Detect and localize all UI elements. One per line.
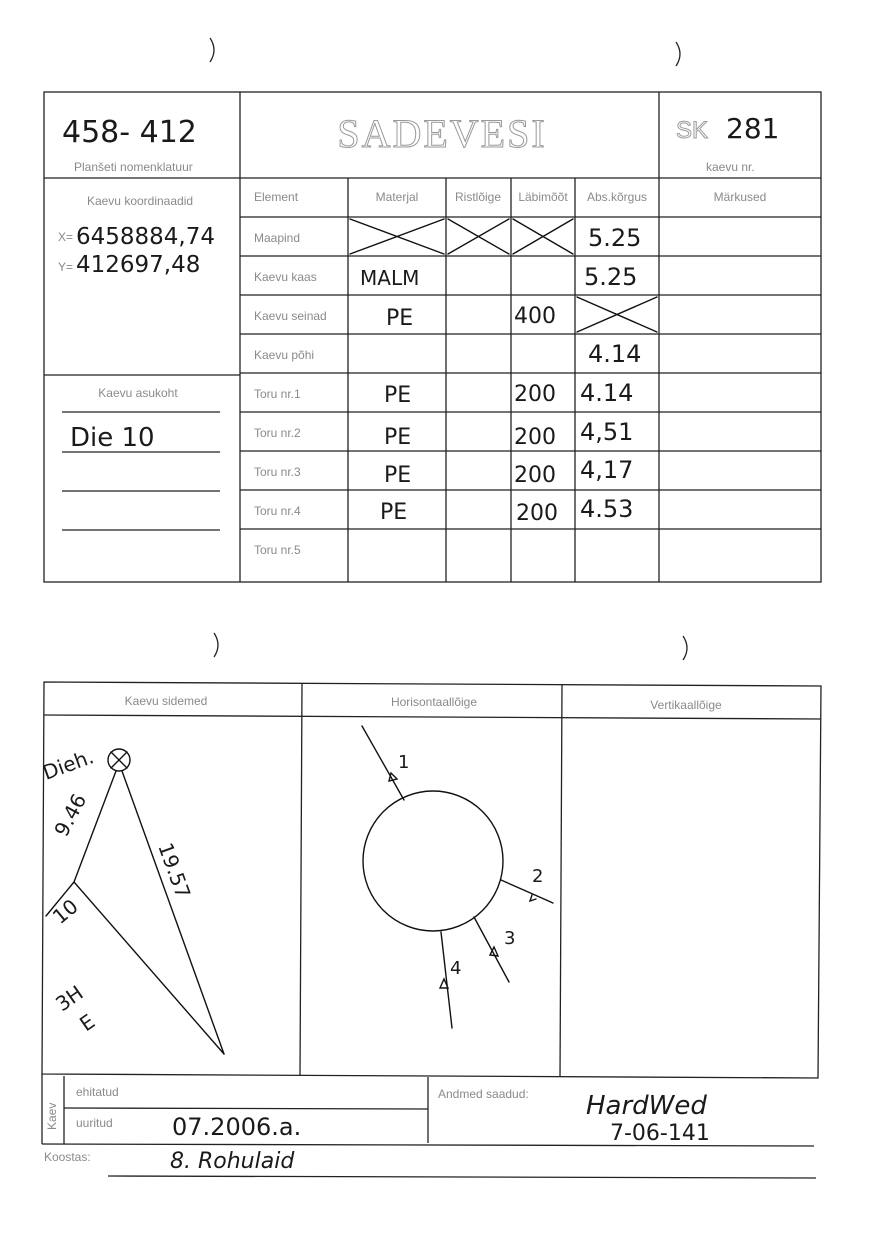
sketch-col2-title: Horisontaallõige [390, 695, 478, 709]
header-element: Element [254, 190, 299, 204]
row-material: PE [380, 500, 408, 525]
row-diameter: 200 [514, 463, 556, 488]
kaevu-prefix: SK [676, 117, 709, 144]
table-row [254, 456, 633, 488]
row-height: 4,51 [580, 418, 634, 446]
row-material: PE [386, 306, 414, 331]
plan-number: 458- 412 [62, 115, 197, 150]
plan-label: Planšeti nomenklatuur [74, 160, 193, 174]
sketch-col3-title: Vertikaallõige [650, 698, 722, 712]
row-element: Toru nr.4 [254, 504, 301, 518]
andmed-label: Andmed saadud: [438, 1087, 529, 1101]
coords-label: Kaevu koordinaadid [86, 194, 194, 208]
row-material: PE [384, 425, 412, 450]
pipe-1-label: 1 [398, 752, 410, 773]
table-row [254, 418, 633, 450]
header-diameter: Läbimõõt [518, 190, 568, 204]
sketch-col1-title: Kaevu sidemed [124, 694, 208, 708]
kaevu-label: kaevu nr. [706, 160, 755, 174]
row-height: 5.25 [588, 224, 642, 252]
pipe-4-label: 4 [450, 958, 462, 979]
horizontal-section [362, 726, 553, 1028]
form-title: SADEVESI [337, 111, 547, 156]
header-notes: Märkused [713, 190, 767, 204]
row-material: PE [384, 463, 412, 488]
row-element: Kaevu kaas [254, 270, 317, 284]
location-label: Kaevu asukoht [98, 386, 178, 400]
row-element: Kaevu seinad [254, 309, 327, 323]
tie-house-label: 3H [51, 980, 88, 1017]
y-value: 412697,48 [76, 252, 201, 278]
row-diameter: 400 [514, 304, 556, 329]
kaevu-number: 281 [726, 112, 780, 145]
ehitatud-label: ehitatud [76, 1085, 119, 1099]
row-height: 5.25 [584, 263, 638, 291]
footer-side-label: Kaev [45, 1102, 59, 1130]
row-element: Toru nr.3 [254, 465, 301, 479]
pipe-3-label: 3 [504, 928, 516, 949]
andmed-value: HardWed [586, 1091, 707, 1121]
row-diameter: 200 [516, 501, 558, 526]
y-label: Y= [58, 260, 74, 274]
table-row [254, 495, 633, 526]
table-row [254, 224, 641, 252]
pipe-2-label: 2 [532, 866, 544, 887]
row-diameter: 200 [514, 382, 556, 407]
x-label: X= [58, 230, 74, 244]
tie-corner-label: Dieh. [39, 744, 97, 785]
row-material: PE [384, 383, 412, 408]
header-height: Abs.kõrgus [586, 190, 648, 204]
location-line-1: Die 10 [70, 423, 155, 453]
row-element: Kaevu põhi [254, 348, 315, 362]
tie-d2-label: 19.57 [153, 839, 196, 902]
row-element: Toru nr.5 [254, 543, 301, 557]
tie-d1-label: 9.46 [49, 789, 92, 841]
row-height: 4.53 [580, 495, 634, 523]
tie-house-sub: E [75, 1009, 100, 1037]
row-element: Toru nr.1 [254, 387, 301, 401]
uuritud-value: 07.2006.a. [172, 1113, 302, 1141]
uuritud-label: uuritud [76, 1116, 113, 1130]
row-material: MALM [360, 266, 420, 290]
row-diameter: 200 [514, 425, 556, 450]
koostas-value: 8. Rohulaid [170, 1149, 295, 1174]
header-material: Materjal [375, 190, 419, 204]
table-header [254, 190, 766, 204]
table-row [254, 543, 301, 557]
row-element: Maapind [254, 231, 301, 245]
row-element: Toru nr.2 [254, 426, 301, 440]
tie-d3-label: 10 [47, 894, 83, 929]
table-row [254, 379, 633, 408]
row-height: 4.14 [588, 340, 642, 368]
row-height: 4,17 [580, 456, 634, 484]
koostas-label: Koostas: [44, 1150, 91, 1164]
header-cross: Ristlõige [454, 190, 502, 204]
row-height: 4.14 [580, 379, 634, 407]
x-value: 6458884,74 [76, 224, 216, 250]
table-row [254, 340, 641, 368]
andmed-date: 7-06-141 [610, 1121, 710, 1146]
